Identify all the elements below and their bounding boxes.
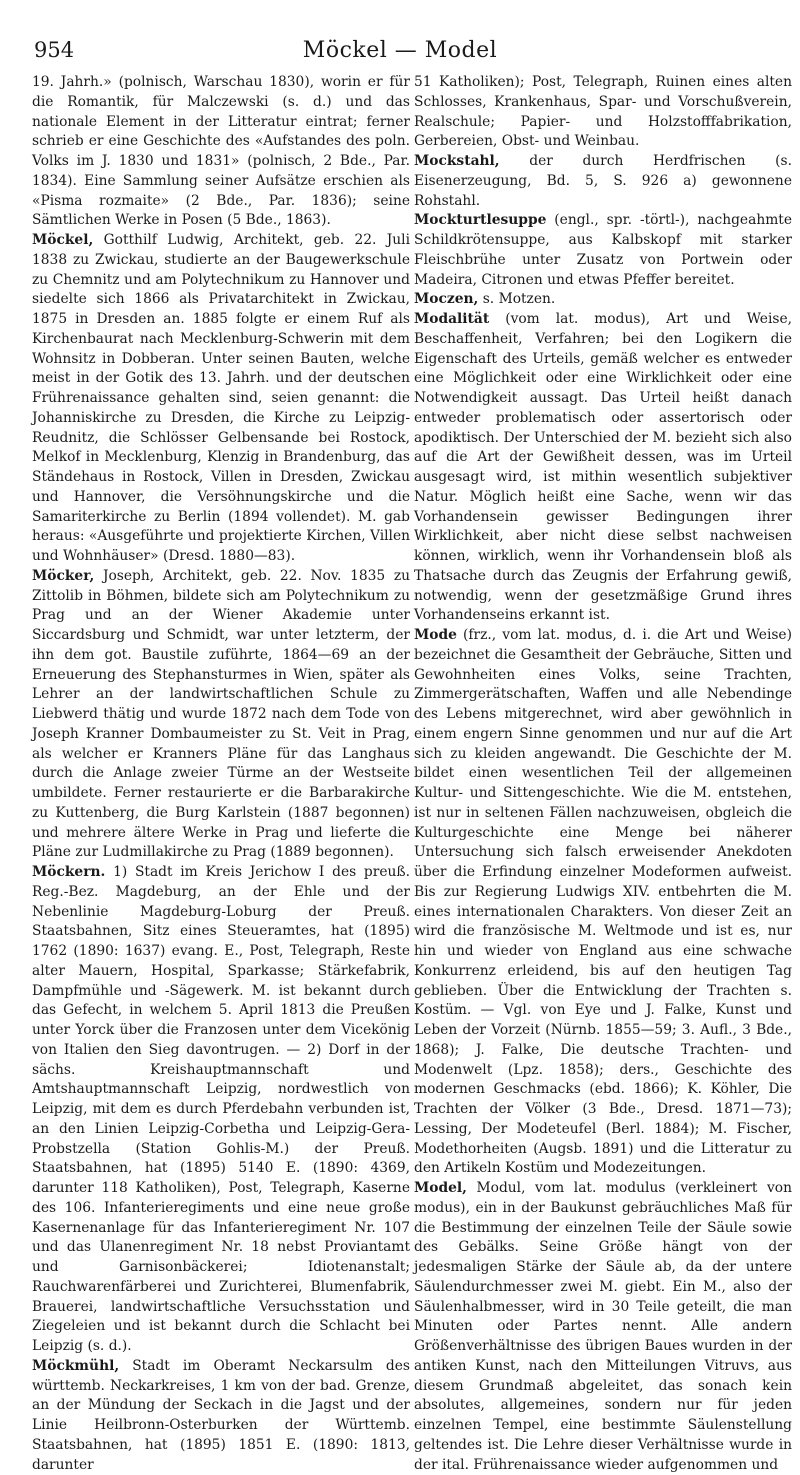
headword: Model, — [414, 1180, 467, 1196]
headword: Mockstahl, — [414, 153, 500, 169]
left-column — [32, 73, 411, 1473]
entry-model: Model, Modul, vom lat. modulus (verkleinert von modus), ein in der Baukunst gebräuchliches Maß für die Bestimmung der einzelnen Teile der Säule sowie des Gebälks. Seine Größe hängt von der jedesmaligen Stärke der Säule ab, da der untere Säulendurchmesser zwei M. giebt. Ein M., also der Säulenhalbmesser, wird in 30 Teile geteilt, die man Minuten oder Partes nennt. Alle andern Größenverhältnisse des übrigen Baues wurden in der antiken Kunst, nach den Mitteilungen Vitruvs, aus diesem Grundmaß abgeleitet, das sonach kein absolutes, allgemeines, sondern nur für jeden einzelnen Tempel, eine bestimmte Säulenstellung geltendes ist. Die Lehre dieser Verhältnisse wurde in der ital. Frührenaissance wieder aufgenommen und — [414, 1180, 792, 1473]
headword: Möcker, — [32, 567, 95, 584]
headword: Mockturtlesuppe — [414, 212, 547, 229]
page-header — [34, 38, 766, 66]
entry-moecker: Möcker, Joseph, Architekt, geb. 22. Nov. 1835 zu Zittolib in Böhmen, bildete sich am Polytechnikum zu Prag und an der Wiener Akademie unter Siccardsburg und Schmidt, war unter letzterm, der ihn dem got. Baustile zuführte, 1864—69 an der Erneuerung des Stephansturmes in Wien, später als Lehrer an der landwirtschaftlichen Schule zu Liebwerd thätig und wurde 1872 nach dem Tode von Joseph Kranner Dombaumeister zu St. Veit in Prag, als welcher er Kranners Pläne für das Langhaus durch die Anlage zweier Türme an der Westseite umbildete. Ferner restaurierte er die Barbarakirche zu Kuttenberg, die Burg Karlstein (1887 begonnen) und mehrere ältere Werke in Prag und lieferte die Pläne zur Ludmillakirche zu Prag (1889 begonnen). — [32, 567, 410, 861]
entry-mode: Mode (frz., vom lat. modus, d. i. die Art und Weise) bezeichnet die Gesamtheit der Gebräuche, Sitten und Gewohnheiten eines Volks, seine Trachten, Zimmergerätschaften, Waffen und alle Nebendinge des Lebens mitgerechnet, wird aber gewöhnlich in einem engern Sinne genommen und nur auf die Art sich zu kleiden angewandt. Die Geschichte der M. bildet einen wesentlichen Teil der allgemeinen Kultur- und Sittengeschichte. Wie die M. entstehen, ist nur in seltenen Fällen nachzuweisen, obgleich die Kulturgeschichte eine Menge bei näherer Untersuchung sich falsch erweisender Anekdoten über die Erfindung einzelner Modeformen aufweist. Bis zur Regierung Ludwigs XIV. entbehrten die M. eines internationalen Charakters. Von dieser Zeit an wird die französische M. Weltmode und ist es, nur hin und wieder von England aus eine schwache Konkurrenz erleidend, bis auf den heutigen Tag geblieben. Über die Entwicklung der Trachten s. Kostüm. — Vgl. von Eye und J. Falke, Kunst und Leben der Vorzeit (Nürnb. 1855—59; 3. Aufl., 3 Bde., 1868); J. Falke, Die deutsche Trachten- und Modenwelt (Lpz. 1858); ders., Geschichte des modernen Geschmacks (ebd. 1866); K. Köhler, Die Trachten der Völker (3 Bde., Dresd. 1871—73); Lessing, Der Modeteufel (Berl. 1884); M. Fischer, Modethorheiten (Augsb. 1891) und die Litteratur zu den Artikeln Kostüm und Modezeitungen. — [414, 627, 792, 1177]
entry-continuation: 51 Katholiken); Post, Telegraph, Ruinen eines alten Schlosses, Krankenhaus, Spar- und Vorschußverein, Realschule; Papier- und Holzstofffabrikation, Gerbereien, Obst- und Weinbau. — [414, 74, 792, 150]
entry-moeckern: Möckern. 1) Stadt im Kreis Jerichow I des preuß. Reg.-Bez. Magdeburg, an der Ehle und der Nebenlinie Magdeburg-Loburg der Preuß. Staatsbahnen, Sitz eines Steueramtes, hat (1895) 1762 (1890: 1637) evang. E., Post, Telegraph, Reste alter Mauern, Hospital, Sparkasse; Stärkefabrik, Dampfmühle und -Sägewerk. M. ist bekannt durch das Gefecht, in welchem 5. April 1813 die Preußen unter Yorck über die Franzosen unter dem Vicekönig von Italien den Sieg davontrugen. — 2) Dorf in der sächs. Kreishauptmannschaft und Amtshauptmannschaft Leipzig, nordwestlich von Leipzig, mit dem es durch Pferdebahn verbunden ist, an den Linien Leipzig-Corbetha und Leipzig-Gera-Probstzella (Station Gohlis-M.) der Preuß. Staatsbahnen, hat (1895) 5140 E. (1890: 4369, darunter 118 Katholiken), Post, Telegraph, Kaserne des 106. Infanterieregiments und eine neue große Kasernenanlage für das Infanterieregiment Nr. 107 und das Ulanenregiment Nr. 18 nebst Proviantamt und Garnisonbäckerei; Idiotenanstalt; Rauchwarenfärberei und Zurichterei, Blumenfabrik, Brauerei, landwirtschaftliche Versuchsstation und Ziegeleien und ist bekannt durch die Schlacht bei Leipzig (s. d.). — [32, 864, 410, 1354]
headword: Möckern. — [32, 864, 106, 880]
entry-continuation: 19. Jahrh.» (polnisch, Warschau 1830), worin er für die Romantik, für Malczewski (s. d.) und das nationale Element in der Litteratur eintrat; ferner schrieb er eine Geschichte des «Aufstandes des poln. Volks im J. 1830 und 1831» (polnisch, 2 Bde., Par. 1834). Eine Sammlung seiner Aufsätze erschien als «Pisma rozmaite» (2 Bde., Par. 1836); seine Sämtlichen Werke in Posen (5 Bde., 1863). — [32, 74, 410, 229]
entry-modalitaet: Modalität (vom lat. modus), Art und Weise, Beschaffenheit, Verfahren; bei den Logikern die Eigenschaft des Urteils, gemäß welcher es entweder eine Möglichkeit oder eine Wirklichkeit oder eine Notwendigkeit aussagt. Das Urteil heißt danach entweder problematisch oder assertorisch oder apodiktisch. Der Unterschied der M. bezieht sich also auf die Art der Gewißheit dessen, was im Urteil ausgesagt wird, ist mithin wesentlich subjektiver Natur. Möglich heißt eine Sache, wenn wir das Vorhandensein gewisser Bedingungen ihrer Wirklichkeit, aber nicht diese selbst nachweisen können, wirklich, wenn ihr Vorhandensein bloß als Thatsache durch das Zeugnis der Erfahrung gewiß, notwendig, wenn der gesetzmäßige Grund ihres Vorhandenseins erkannt ist. — [414, 311, 792, 624]
entry-mockstahl: Mockstahl, der durch Herdfrischen (s. Eisenerzeugung, Bd. 5, S. 926 a) gewonnene Rohstahl. — [414, 153, 792, 209]
headword: Moczen, — [414, 291, 479, 308]
headword: Mode — [414, 627, 457, 643]
entry-moeckel: Möckel, Gotthilf Ludwig, Architekt, geb. 22. Juli 1838 zu Zwickau, studierte an der Baugewerkschule zu Chemnitz und am Polytechnikum zu Hannover und siedelte sich 1866 als Privatarchitekt in Zwickau, 1875 in Dresden an. 1885 folgte er einem Ruf als Kirchenbaurat nach Mecklenburg-Schwerin mit dem Wohnsitz in Dobberan. Unter seinen Bauten, welche meist in der Gotik des 13. Jahrh. und der deutschen Frührenaissance gehalten sind, seien genannt: die Johanniskirche zu Dresden, die Kirche zu Leipzig-Reudnitz, die Schlösser Gelbensande bei Rostock, Melkof in Mecklenburg, Klenzig in Brandenburg, das Ständehaus in Rostock, Villen in Dresden, Zwickau und Hannover, die Versöhnungskirche und die Samariterkirche zu Berlin (1894 vollendet). M. gab heraus: «Ausgeführte und projektierte Kirchen, Villen und Wohnhäuser» (Dresd. 1880—83). — [32, 232, 410, 564]
page-number: 954 — [34, 38, 75, 62]
headword: Modalität — [414, 311, 490, 327]
entry-moczen: Moczen, s. Motzen. — [414, 291, 556, 308]
headword: Möckmühl, — [32, 1357, 120, 1374]
entry-mockturtlesuppe: Mockturtlesuppe (engl., spr. -törtl-), nachgeahmte Schildkrötensuppe, aus Kalbskopf mit starker Fleischbrühe unter Zusatz von Portwein oder Madeira, Citronen und etwas Pfeffer bereitet. — [414, 212, 792, 288]
entry-moeckmuehl: Möckmühl, Stadt im Oberamt Neckarsulm des württemb. Neckarkreises, 1 km von der bad. Grenze, an der Mündung der Seckach in die Jagst und der Linie Heilbronn-Osterburken der Württemb. Staatsbahnen, hat (1895) 1851 E. (1890: 1813, darunter — [32, 1357, 411, 1473]
running-head: Möckel — Model — [302, 38, 498, 63]
headword: Möckel, — [32, 232, 94, 248]
right-column — [414, 73, 792, 1473]
